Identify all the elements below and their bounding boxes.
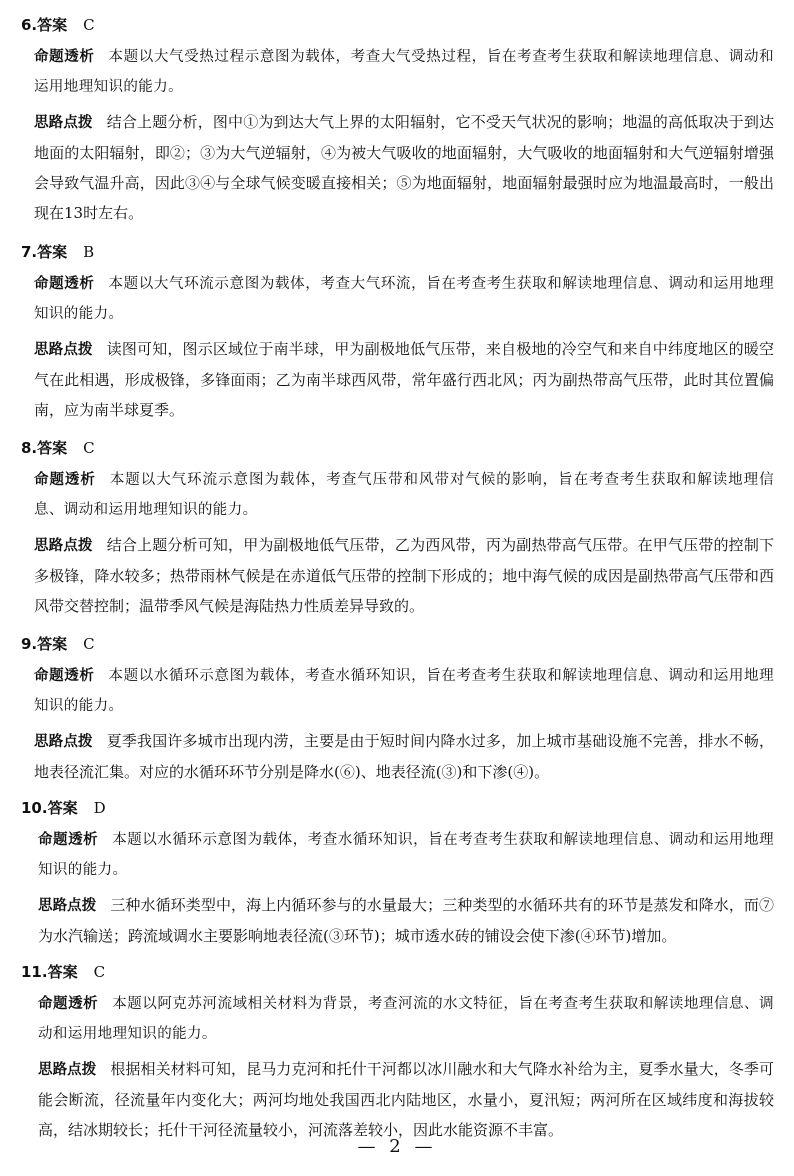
page-number: — 2 — <box>357 1136 437 1157</box>
intro-text: 本题以阿克苏河流域相关材料为背景，考查河流的水文特征，旨在考查考生获取和解读地理信息、调动和运用地理知识的能力。 <box>38 996 774 1042</box>
tips-text: 结合上题分析，图中①为到达大气上界的太阳辐射，它不受天气状况的影响；地温的高低取决于到达地面的太阳辐射，即②；③为大气逆辐射，④为被大气吸收的地面辐射，大气吸收的地面辐射和大气逆辐射增强会导致气温升高，因此③④与全球气候变暖直接相关；⑤为地面辐射，地面辐射最强时应为地温最高时，一般出现在13时左右。 <box>34 113 774 222</box>
intro-paragraph <box>34 42 774 102</box>
intro-text: 本题以水循环示意图为载体，考查水循环知识，旨在考查考生获取和解读地理信息、调动和运用地理知识的能力。 <box>38 832 774 878</box>
intro-paragraph <box>34 661 774 721</box>
intro-label: 命题透析 <box>38 996 99 1012</box>
answer-value: B <box>83 243 95 261</box>
question-number: 11. <box>21 963 48 981</box>
intro-label: 命题透析 <box>34 49 95 65</box>
answer-value: C <box>83 439 95 457</box>
question-number: 10. <box>21 799 48 817</box>
answer-line <box>21 14 95 35</box>
tips-paragraph <box>34 530 774 621</box>
question-number: 7. <box>21 243 38 261</box>
intro-paragraph <box>38 825 774 885</box>
tips-paragraph <box>38 1054 774 1145</box>
tips-paragraph <box>38 890 774 951</box>
tips-label: 思路点拨 <box>34 342 93 358</box>
intro-paragraph <box>34 269 774 329</box>
answer-value: C <box>93 963 106 981</box>
intro-text: 本题以水循环示意图为载体，考查水循环知识，旨在考查考生获取和解读地理信息、调动和运用地理知识的能力。 <box>34 668 774 714</box>
answer-value: D <box>93 799 106 817</box>
intro-label: 命题透析 <box>34 668 95 684</box>
answer-line <box>21 797 106 818</box>
tips-text: 三种水循环类型中，海上内循环参与的水量最大；三种类型的水循环共有的环节是蒸发和降水，而⑦为水汽输送；跨流域调水主要影响地表径流(③环节)；城市透水砖的铺设会使下渗(④环节)增加。 <box>38 896 774 945</box>
question-number: 8. <box>21 439 38 457</box>
question-number: 9. <box>21 635 38 653</box>
intro-text: 本题以大气环流示意图为载体，考查大气环流，旨在考查考生获取和解读地理信息、调动和运用地理知识的能力。 <box>34 276 774 322</box>
intro-paragraph <box>38 989 774 1049</box>
intro-label: 命题透析 <box>34 472 96 488</box>
answer-label: 答案 <box>47 963 78 981</box>
answer-value: C <box>83 16 95 34</box>
tips-label: 思路点拨 <box>34 538 93 554</box>
tips-text: 根据相关材料可知，昆马力克河和托什干河都以冰川融水和大气降水补给为主，夏季水量大，冬季可能会断流，径流量年内变化大；两河均地处我国西北内陆地区，水量小，夏汛短；两河所在区域纬度和海拔较高，结冰期较长；托什干河径流量较小，河流落差较小，因此水能资源不丰富。 <box>38 1060 774 1139</box>
answer-line <box>21 241 94 262</box>
tips-paragraph <box>34 726 774 787</box>
answer-label: 答案 <box>47 799 78 817</box>
tips-text: 夏季我国许多城市出现内涝，主要是由于短时间内降水过多，加上城市基础设施不完善，排水不畅，地表径流汇集。对应的水循环环节分别是降水(⑥)、地表径流(③)和下渗(④)。 <box>34 732 774 781</box>
tips-text: 读图可知，图示区域位于南半球，甲为副极地低气压带，来自极地的冷空气和来自中纬度地区的暖空气在此相遇，形成极锋，多锋面雨；乙为南半球西风带，常年盛行西北风；丙为副热带高气压带，此时其位置偏南，应为南半球夏季。 <box>34 340 774 419</box>
answer-label: 答案 <box>37 635 68 653</box>
tips-paragraph <box>34 334 774 425</box>
tips-label: 思路点拨 <box>38 1062 97 1078</box>
tips-label: 思路点拨 <box>34 734 93 750</box>
question-number: 6. <box>21 16 38 34</box>
tips-label: 思路点拨 <box>38 898 97 914</box>
tips-label: 思路点拨 <box>34 115 93 131</box>
answer-line <box>21 437 95 458</box>
intro-text: 本题以大气受热过程示意图为载体，考查大气受热过程，旨在考查考生获取和解读地理信息、调动和运用地理知识的能力。 <box>34 49 774 95</box>
answer-label: 答案 <box>37 16 68 34</box>
intro-text: 本题以大气环流示意图为载体，考查气压带和风带对气候的影响，旨在考查考生获取和解读地理信息、调动和运用地理知识的能力。 <box>34 472 774 518</box>
intro-label: 命题透析 <box>34 276 95 292</box>
tips-paragraph <box>34 107 774 228</box>
answer-value: C <box>83 635 95 653</box>
answer-line <box>21 633 95 654</box>
tips-text: 结合上题分析可知，甲为副极地低气压带，乙为西风带，丙为副热带高气压带。在甲气压带的控制下多极锋，降水较多；热带雨林气候是在赤道低气压带的控制下形成的；地中海气候的成因是副热带高气压带和西风带交替控制；温带季风气候是海陆热力性质差异导致的。 <box>34 536 774 615</box>
answer-label: 答案 <box>37 243 68 261</box>
intro-label: 命题透析 <box>38 832 99 848</box>
answer-label: 答案 <box>37 439 68 457</box>
answer-line <box>21 961 105 982</box>
intro-paragraph <box>34 465 774 525</box>
